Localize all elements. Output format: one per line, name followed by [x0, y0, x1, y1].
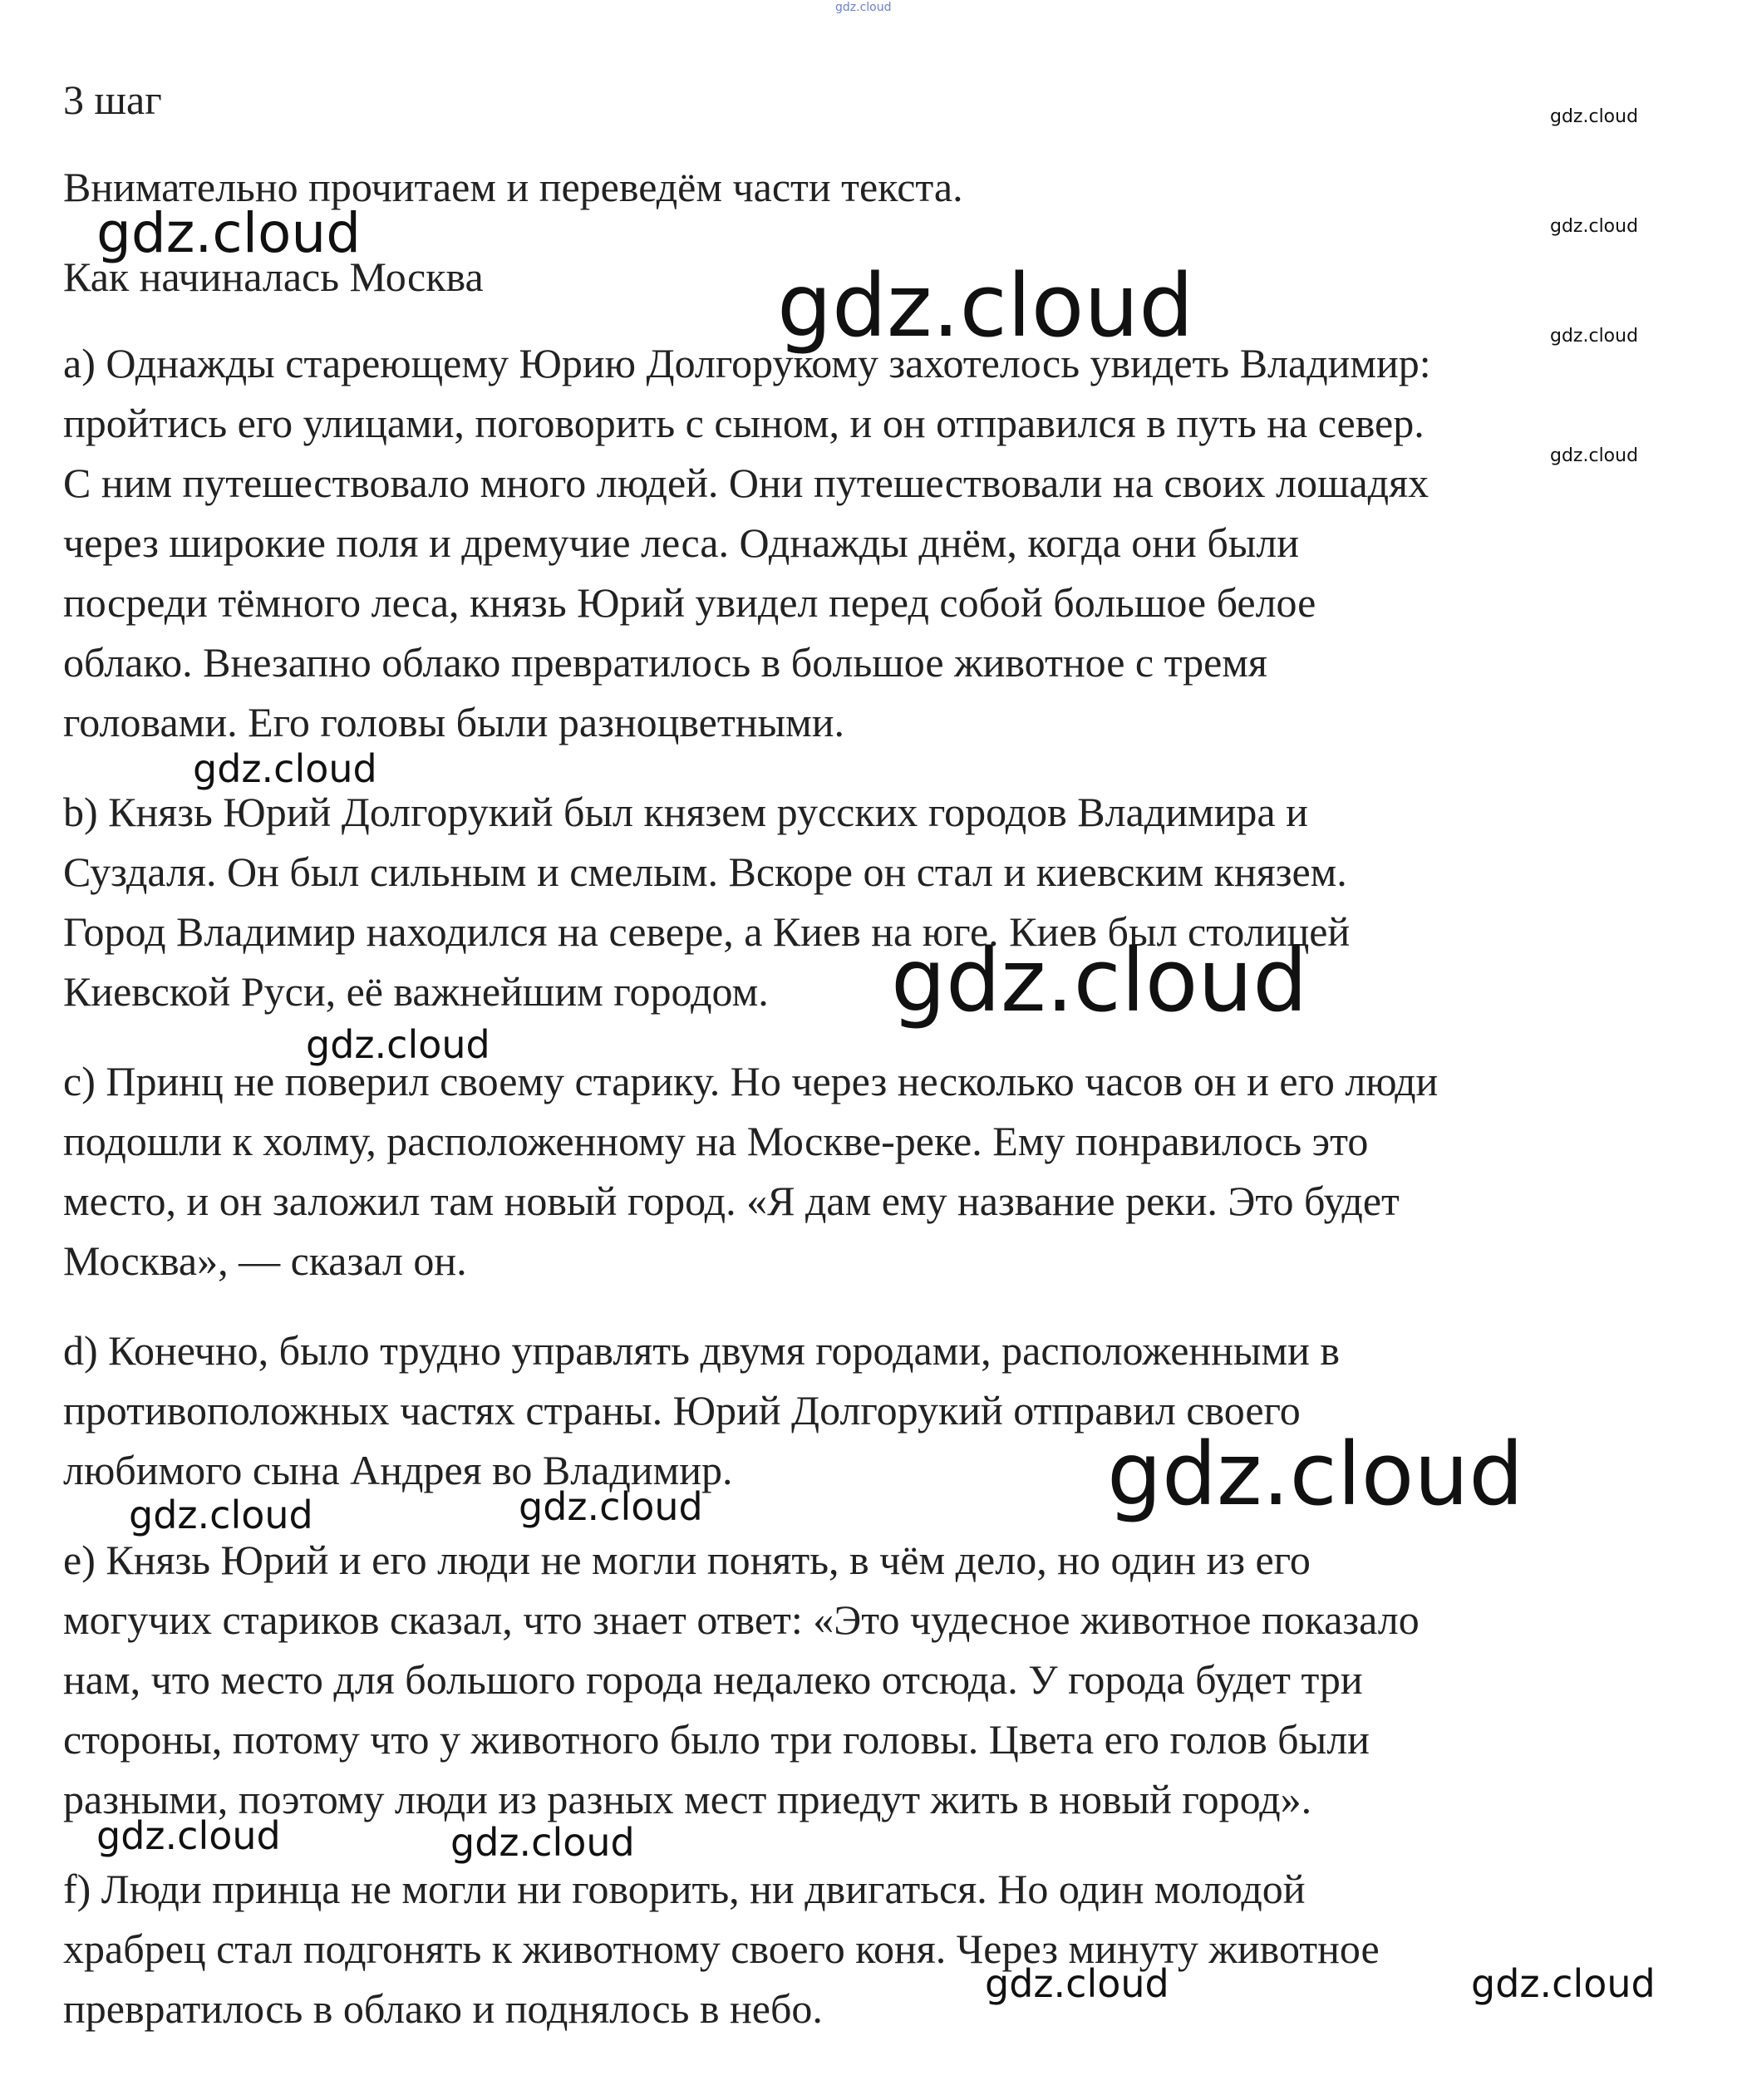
paragraph-a-line-2: пройтись его улицами, поговорить с сыном, и он отправился в путь на север. — [63, 400, 1425, 446]
watermark: gdz.cloud — [1550, 106, 1639, 127]
paragraph-f-line-3: превратилось в облако и поднялось в небо. — [63, 1985, 823, 2032]
watermark: gdz.cloud — [1107, 1424, 1524, 1525]
watermark: gdz.cloud — [1550, 216, 1639, 237]
watermark: gdz.cloud — [519, 1484, 703, 1529]
paragraph-a-line-4: через широкие поля и дремучие леса. Однажды днём, когда они были — [63, 519, 1300, 566]
paragraph-c-line-3: место, и он заложил там новый город. «Я дам ему название реки. Это будет — [63, 1178, 1400, 1224]
watermark: gdz.cloud — [450, 1820, 635, 1865]
paragraph-a-line-1: a) Однажды стареющему Юрию Долгорукому захотелось увидеть Владимир: — [63, 340, 1431, 386]
paragraph-f-line-1: f) Люди принца не могли ни говорить, ни двигаться. Но один молодой — [63, 1866, 1306, 1912]
paragraph-d-line-2: противоположных частях страны. Юрий Долгорукий отправил своего — [63, 1387, 1301, 1434]
watermark: gdz.cloud — [1550, 326, 1639, 347]
watermark: gdz.cloud — [1550, 445, 1639, 466]
watermark: gdz.cloud — [96, 201, 362, 265]
watermark: gdz.cloud — [193, 746, 377, 791]
watermark: gdz.cloud — [891, 930, 1308, 1031]
watermark: gdz.cloud — [835, 1, 892, 14]
instruction-text: Внимательно прочитаем и переведём части текста. — [63, 164, 963, 210]
paragraph-a-line-5: посреди тёмного леса, князь Юрий увидел перед собой большое белое — [63, 579, 1316, 626]
watermark: gdz.cloud — [985, 1961, 1169, 2006]
paragraph-c-line-1: c) Принц не поверил своему старику. Но через несколько часов он и его люди — [63, 1058, 1439, 1104]
paragraph-b-line-4: Киевской Руси, её важнейшим городом. — [63, 968, 769, 1015]
paragraph-e-line-4: стороны, потому что у животного было три головы. Цвета его голов были — [63, 1716, 1370, 1763]
paragraph-b-line-2: Суздаля. Он был сильным и смелым. Вскоре он стал и киевским князем. — [63, 848, 1347, 895]
text-title: Как начиналась Москва — [63, 253, 484, 300]
paragraph-e-line-3: нам, что место для большого города недалеко отсюда. У города будет три — [63, 1656, 1363, 1703]
paragraph-f-line-2: храбрец стал подгонять к животному своего коня. Через минуту животное — [63, 1925, 1380, 1972]
paragraph-e-line-2: могучих стариков сказал, что знает ответ: «Это чудесное животное показало — [63, 1596, 1420, 1643]
paragraph-d-line-1: d) Конечно, было трудно управлять двумя городами, расположенными в — [63, 1327, 1341, 1374]
paragraph-b-line-3: Город Владимир находился на севере, а Киев на юге. Киев был столицей — [63, 908, 1351, 955]
paragraph-a-line-6: облако. Внезапно облако превратилось в большое животное с тремя — [63, 639, 1267, 686]
paragraph-a-line-7: головами. Его головы были разноцветными. — [63, 699, 844, 745]
step-title: 3 шаг — [63, 76, 162, 123]
watermark: gdz.cloud — [1471, 1961, 1656, 2006]
paragraph-c-line-4: Москва», — сказал он. — [63, 1237, 467, 1284]
paragraph-d-line-3: любимого сына Андрея во Владимир. — [63, 1447, 733, 1493]
watermark: gdz.cloud — [96, 1813, 281, 1858]
paragraph-e-line-1: e) Князь Юрий и его люди не могли понять, в чём дело, но один из его — [63, 1537, 1311, 1583]
watermark: gdz.cloud — [306, 1022, 490, 1067]
watermark: gdz.cloud — [777, 255, 1194, 357]
paragraph-e-line-5: разными, поэтому люди из разных мест приедут жить в новый город». — [63, 1776, 1312, 1822]
paragraph-a-line-3: С ним путешествовало много людей. Они путешествовали на своих лошадях — [63, 460, 1429, 506]
paragraph-b-line-1: b) Князь Юрий Долгорукий был князем русских городов Владимира и — [63, 789, 1308, 835]
paragraph-c-line-2: подошли к холму, расположенному на Москве-реке. Ему понравилось это — [63, 1118, 1369, 1164]
watermark: gdz.cloud — [129, 1493, 313, 1537]
